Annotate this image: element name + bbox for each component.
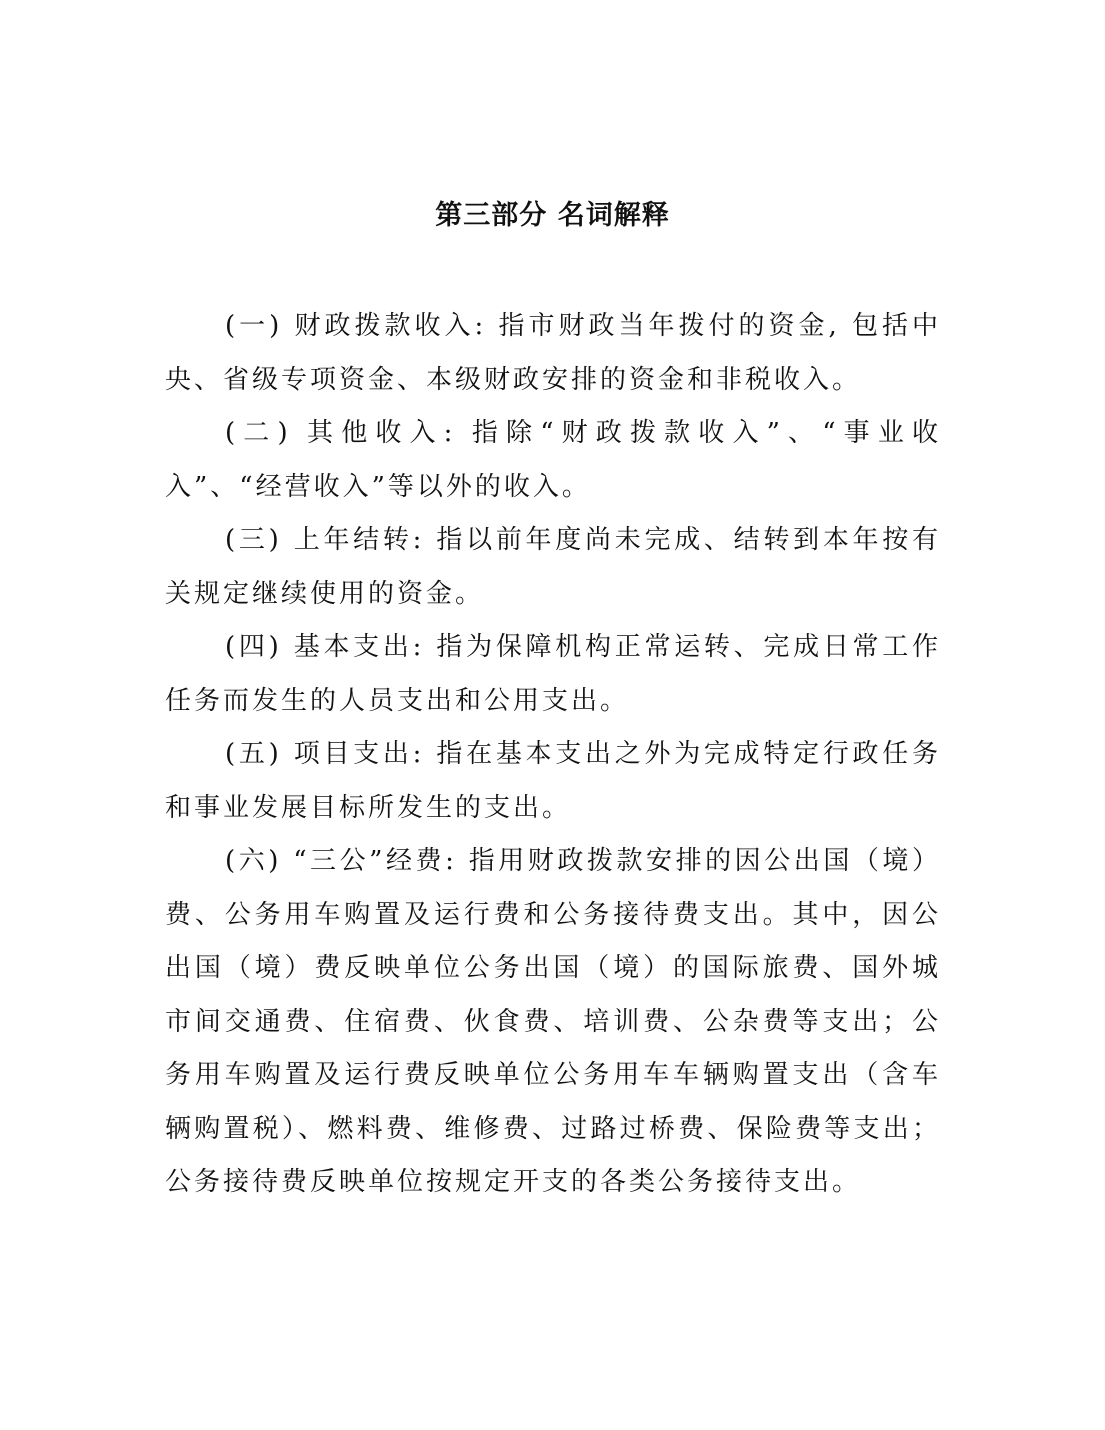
paragraph-project-expenditure: (五) 项目支出: 指在基本支出之外为完成特定行政任务和事业发展目标所发生的支出。 [165, 739, 941, 823]
page-title: 第三部分 名词解释 [435, 200, 670, 231]
paragraph-fiscal-appropriation-income: (一) 财政拨款收入: 指市财政当年拨付的资金, 包括中央、省级专项资金、本级财政安排的资金和非税收入。 [165, 311, 941, 395]
paragraph-basic-expenditure: (四) 基本支出: 指为保障机构正常运转、完成日常工作任务而发生的人员支出和公用支出。 [165, 632, 941, 716]
document-body [165, 300, 941, 1210]
paragraph-prior-year-carryover: (三) 上年结转: 指以前年度尚未完成、结转到本年按有关规定继续使用的资金。 [165, 525, 941, 609]
paragraph-other-income: (二) 其他收入: 指除“财政拨款收入”、“事业收入”、“经营收入”等以外的收入。 [165, 418, 941, 502]
paragraph-three-public-expenses: (六) “三公”经费: 指用财政拨款安排的因公出国（境）费、公务用车购置及运行费和公务接待费支出。其中，因公出国（境）费反映单位公务出国（境）的国际旅费、国外城市间交通费、住宿费、伙食费、培训费、公杂费等支出；公务用车购置及运行费反映单位公务用车车辆购置支出（含车辆购置税）、燃料费、维修费、过路过桥费、保险费等支出；公务接待费反映单位按规定开支的各类公务接待支出。 [165, 846, 941, 1197]
